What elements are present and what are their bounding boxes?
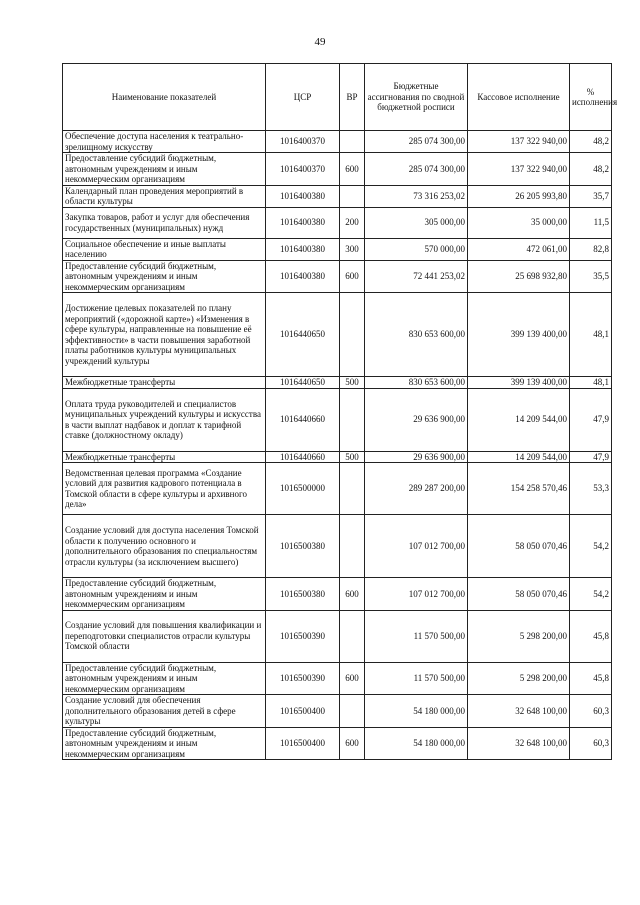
- cell-cash: 399 139 400,00: [468, 377, 570, 389]
- cell-name: Предоставление субсидий бюджетным, автономным учреждениям и иным некоммерческим организациям: [63, 260, 266, 293]
- table-row: [63, 727, 612, 760]
- cell-budget: 11 570 500,00: [365, 662, 468, 695]
- cell-code: 1016400380: [266, 207, 340, 238]
- cell-budget: 73 316 253,02: [365, 185, 468, 207]
- cell-pct: 54,2: [570, 578, 612, 611]
- cell-cash: 137 322 940,00: [468, 131, 570, 153]
- header-vr: ВР: [340, 64, 365, 131]
- cell-vr: 600: [340, 153, 365, 186]
- cell-vr: [340, 185, 365, 207]
- cell-vr: 200: [340, 207, 365, 238]
- cell-budget: 285 074 300,00: [365, 153, 468, 186]
- header-code: ЦСР: [266, 64, 340, 131]
- cell-name: Создание условий для обеспечения дополнительного образования детей в сфере культуры: [63, 695, 266, 728]
- cell-cash: 14 209 544,00: [468, 451, 570, 463]
- cell-code: 1016400370: [266, 153, 340, 186]
- cell-vr: 600: [340, 578, 365, 611]
- cell-code: 1016440650: [266, 293, 340, 377]
- cell-pct: 45,8: [570, 610, 612, 662]
- cell-name: Предоставление субсидий бюджетным, автономным учреждениям и иным некоммерческим организациям: [63, 727, 266, 760]
- cell-vr: [340, 388, 365, 451]
- table-row: [63, 377, 612, 389]
- cell-vr: 600: [340, 260, 365, 293]
- cell-budget: 305 000,00: [365, 207, 468, 238]
- cell-vr: [340, 610, 365, 662]
- cell-name: Социальное обеспечение и иные выплаты населению: [63, 238, 266, 260]
- cell-cash: 137 322 940,00: [468, 153, 570, 186]
- cell-code: 1016400380: [266, 185, 340, 207]
- cell-name: Предоставление субсидий бюджетным, автономным учреждениям и иным некоммерческим организациям: [63, 153, 266, 186]
- cell-name: Достижение целевых показателей по плану мероприятий («дорожной карте») «Изменения в сфере культуры, направленные на повышение её эффективности» в части повышения заработной платы работников культуры муниципальных учреждений культуры: [63, 293, 266, 377]
- cell-code: 1016500390: [266, 662, 340, 695]
- table-header-row: [63, 64, 612, 131]
- cell-name: Предоставление субсидий бюджетным, автономным учреждениям и иным некоммерческим организациям: [63, 662, 266, 695]
- table-row: [63, 207, 612, 238]
- cell-name: Закупка товаров, работ и услуг для обеспечения государственных (муниципальных) нужд: [63, 207, 266, 238]
- header-cash: Кассовое исполнение: [468, 64, 570, 131]
- cell-name: Межбюджетные трансферты: [63, 451, 266, 463]
- table-row: [63, 238, 612, 260]
- cell-budget: 54 180 000,00: [365, 727, 468, 760]
- header-name: Наименование показателей: [63, 64, 266, 131]
- cell-pct: 60,3: [570, 695, 612, 728]
- cell-cash: 14 209 544,00: [468, 388, 570, 451]
- cell-cash: 58 050 070,46: [468, 578, 570, 611]
- cell-budget: 285 074 300,00: [365, 131, 468, 153]
- cell-name: Календарный план проведения мероприятий в области культуры: [63, 185, 266, 207]
- cell-cash: 399 139 400,00: [468, 293, 570, 377]
- cell-pct: 47,9: [570, 388, 612, 451]
- table-body: [63, 131, 612, 760]
- table-row: [63, 662, 612, 695]
- cell-pct: 48,1: [570, 293, 612, 377]
- cell-budget: 107 012 700,00: [365, 515, 468, 578]
- cell-cash: 32 648 100,00: [468, 727, 570, 760]
- cell-pct: 47,9: [570, 451, 612, 463]
- cell-code: 1016400380: [266, 238, 340, 260]
- table-row: [63, 388, 612, 451]
- cell-budget: 289 287 200,00: [365, 463, 468, 515]
- table-row: [63, 610, 612, 662]
- cell-pct: 48,2: [570, 153, 612, 186]
- cell-name: Обеспечение доступа населения к театрально-зрелищному искусству: [63, 131, 266, 153]
- table-row: [63, 260, 612, 293]
- cell-pct: 54,2: [570, 515, 612, 578]
- cell-pct: 60,3: [570, 727, 612, 760]
- cell-budget: 570 000,00: [365, 238, 468, 260]
- cell-cash: 472 061,00: [468, 238, 570, 260]
- cell-vr: [340, 515, 365, 578]
- cell-code: 1016400370: [266, 131, 340, 153]
- cell-code: 1016440650: [266, 377, 340, 389]
- cell-cash: 5 298 200,00: [468, 662, 570, 695]
- cell-pct: 35,7: [570, 185, 612, 207]
- cell-code: 1016500380: [266, 578, 340, 611]
- cell-code: 1016400380: [266, 260, 340, 293]
- cell-cash: 35 000,00: [468, 207, 570, 238]
- cell-name: Предоставление субсидий бюджетным, автономным учреждениям и иным некоммерческим организациям: [63, 578, 266, 611]
- cell-name: Оплата труда руководителей и специалистов муниципальных учреждений культуры и искусства в части выплат надбавок и доплат к тарифной ставке (должностному окладу): [63, 388, 266, 451]
- cell-cash: 58 050 070,46: [468, 515, 570, 578]
- cell-cash: 32 648 100,00: [468, 695, 570, 728]
- cell-pct: 35,5: [570, 260, 612, 293]
- cell-cash: 26 205 993,80: [468, 185, 570, 207]
- cell-code: 1016500380: [266, 515, 340, 578]
- cell-name: Создание условий для доступа населения Томской области к получению основного и дополнительного образования по специальностям отрасли культуры (за исключением высшего): [63, 515, 266, 578]
- cell-pct: 53,3: [570, 463, 612, 515]
- cell-budget: 11 570 500,00: [365, 610, 468, 662]
- cell-code: 1016500400: [266, 695, 340, 728]
- cell-vr: [340, 695, 365, 728]
- table-row: [63, 153, 612, 186]
- budget-execution-table: [62, 63, 618, 760]
- page-number: 49: [314, 36, 326, 48]
- cell-pct: 45,8: [570, 662, 612, 695]
- cell-vr: 300: [340, 238, 365, 260]
- table-row: [63, 463, 612, 515]
- cell-pct: 48,2: [570, 131, 612, 153]
- header-pct: % исполнения: [570, 64, 612, 131]
- cell-cash: 5 298 200,00: [468, 610, 570, 662]
- table-row: [63, 578, 612, 611]
- cell-budget: 29 636 900,00: [365, 451, 468, 463]
- cell-code: 1016440660: [266, 388, 340, 451]
- cell-budget: 29 636 900,00: [365, 388, 468, 451]
- cell-code: 1016500000: [266, 463, 340, 515]
- cell-budget: 107 012 700,00: [365, 578, 468, 611]
- cell-vr: 500: [340, 451, 365, 463]
- table-row: [63, 185, 612, 207]
- cell-budget: 830 653 600,00: [365, 377, 468, 389]
- cell-pct: 11,5: [570, 207, 612, 238]
- cell-budget: 72 441 253,02: [365, 260, 468, 293]
- cell-budget: 54 180 000,00: [365, 695, 468, 728]
- cell-code: 1016440660: [266, 451, 340, 463]
- table-row: [63, 131, 612, 153]
- cell-budget: 830 653 600,00: [365, 293, 468, 377]
- cell-name: Межбюджетные трансферты: [63, 377, 266, 389]
- cell-name: Создание условий для повышения квалификации и переподготовки специалистов отрасли культуры Томской области: [63, 610, 266, 662]
- table-row: [63, 515, 612, 578]
- header-budget: Бюджетные ассигнования по сводной бюджетной росписи: [365, 64, 468, 131]
- cell-name: Ведомственная целевая программа «Создание условий для развития кадрового потенциала в Томской области в сфере культуры и архивного дела»: [63, 463, 266, 515]
- cell-cash: 154 258 570,46: [468, 463, 570, 515]
- cell-code: 1016500390: [266, 610, 340, 662]
- cell-vr: 600: [340, 662, 365, 695]
- table-row: [63, 293, 612, 377]
- cell-cash: 25 698 932,80: [468, 260, 570, 293]
- table-row: [63, 695, 612, 728]
- cell-pct: 48,1: [570, 377, 612, 389]
- cell-vr: 600: [340, 727, 365, 760]
- cell-vr: 500: [340, 377, 365, 389]
- cell-code: 1016500400: [266, 727, 340, 760]
- cell-vr: [340, 131, 365, 153]
- cell-vr: [340, 293, 365, 377]
- cell-pct: 82,8: [570, 238, 612, 260]
- table-row: [63, 451, 612, 463]
- cell-vr: [340, 463, 365, 515]
